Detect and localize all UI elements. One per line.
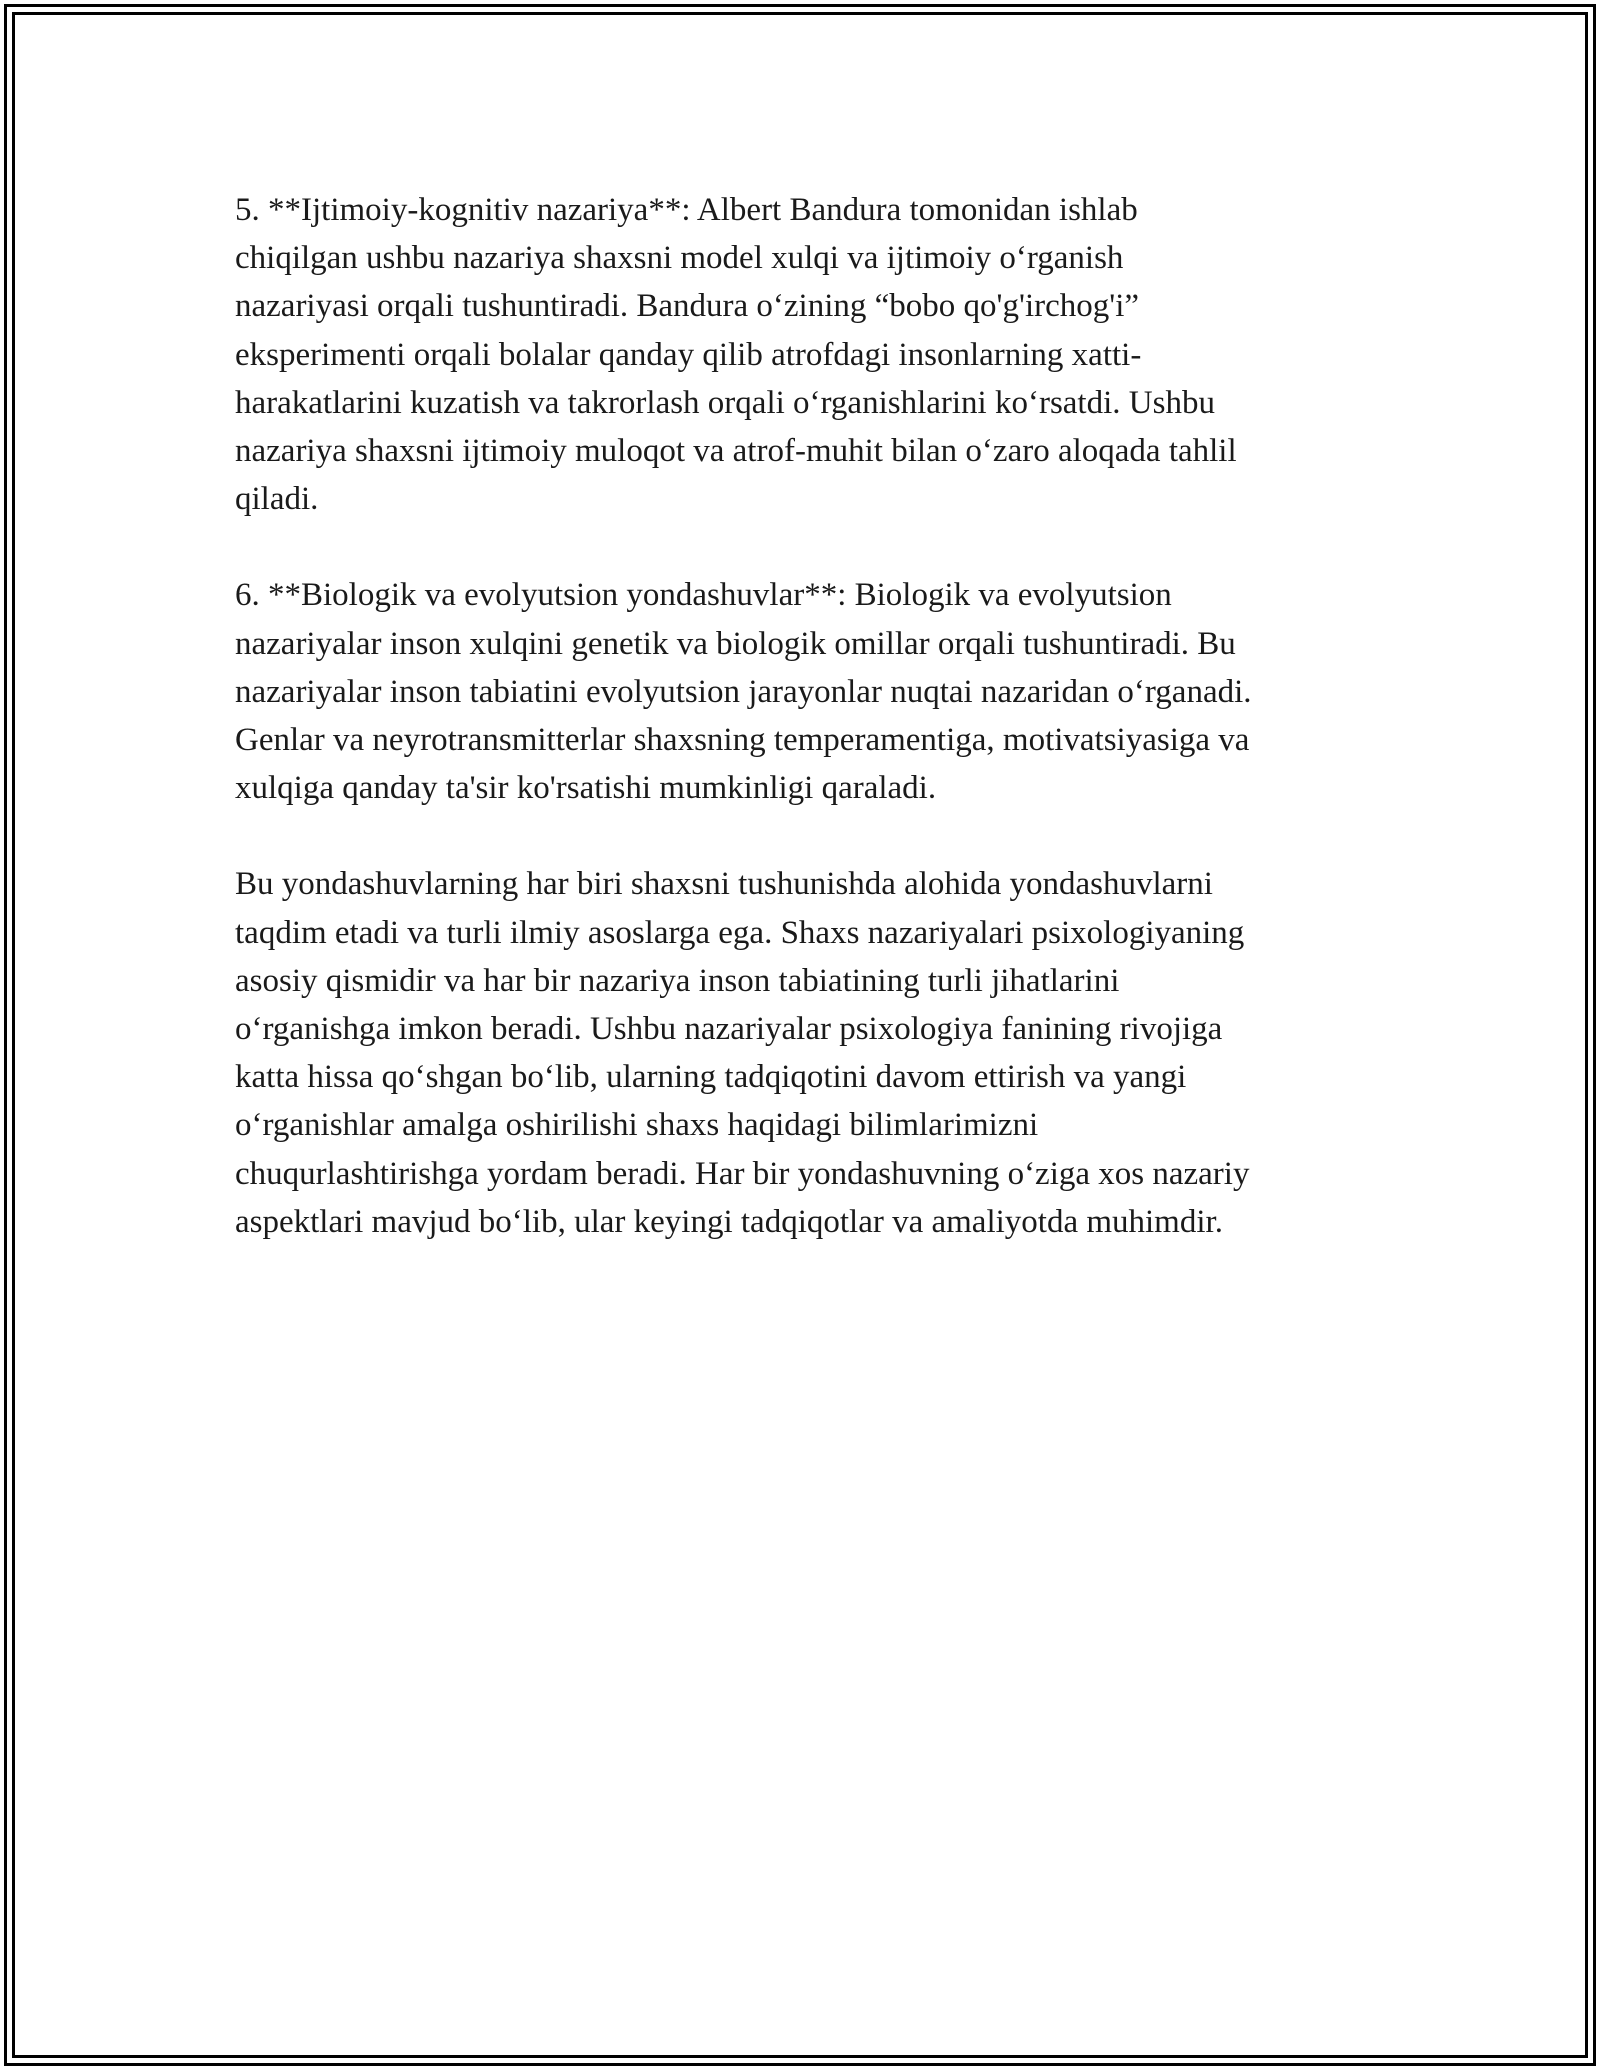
paragraph-conclusion: Bu yondashuvlarning har biri shaxsni tushunishda alohida yondashuvlarni taqdim etadi va turli ilmiy asoslarga ega. Shaxs nazariyalari psixologiyaning asosiy qismidir va har bir nazariya inson tabiatining turli jihatlarini o‘rganishga imkon beradi. Ushbu nazariyalar psixologiya fanining rivojiga katta hissa qo‘shgan bo‘lib, ularning tadqiqotini davom ettirish va yangi o‘rganishlar amalga oshirilishi shaxs haqidagi bilimlarimizni chuqurlashtirishga yordam beradi. Har bir yondashuvning o‘ziga xos nazariy aspektlari mavjud bo‘lib, ular keyingi tadqiqotlar va amaliyotda muhimdir.: [235, 866, 1250, 1240]
paragraph-social-cognitive-theory: 5. **Ijtimoiy-kognitiv nazariya**: Albert Bandura tomonidan ishlab chiqilgan ushbu nazariya shaxsni model xulqi va ijtimoiy o‘rganish nazariyasi orqali tushuntiradi. Bandura o‘zining “bobo qo'g'irchog'i” eksperimenti orqali bolalar qanday qilib atrofdagi insonlarning xatti- harakatlarini kuzatish va takrorlash orqali o‘rganishlarini ko‘rsatdi. Ushbu nazariya shaxsni ijtimoiy muloqot va atrof-muhit bilan o‘zaro aloqada tahlil qiladi.: [235, 192, 1237, 518]
paragraph-biological-evolutionary: 6. **Biologik va evolyutsion yondashuvlar**: Biologik va evolyutsion nazariyalar inson xulqini genetik va biologik omillar orqali tushuntiradi. Bu nazariyalar inson tabiatini evolyutsion jarayonlar nuqtai nazaridan o‘rganadi. Genlar va neyrotransmitterlar shaxsning temperamentiga, motivatsiyasiga va xulqiga qanday ta'sir ko'rsatishi mumkinligi qaraladi.: [235, 577, 1252, 807]
document-body: [235, 186, 1415, 1294]
